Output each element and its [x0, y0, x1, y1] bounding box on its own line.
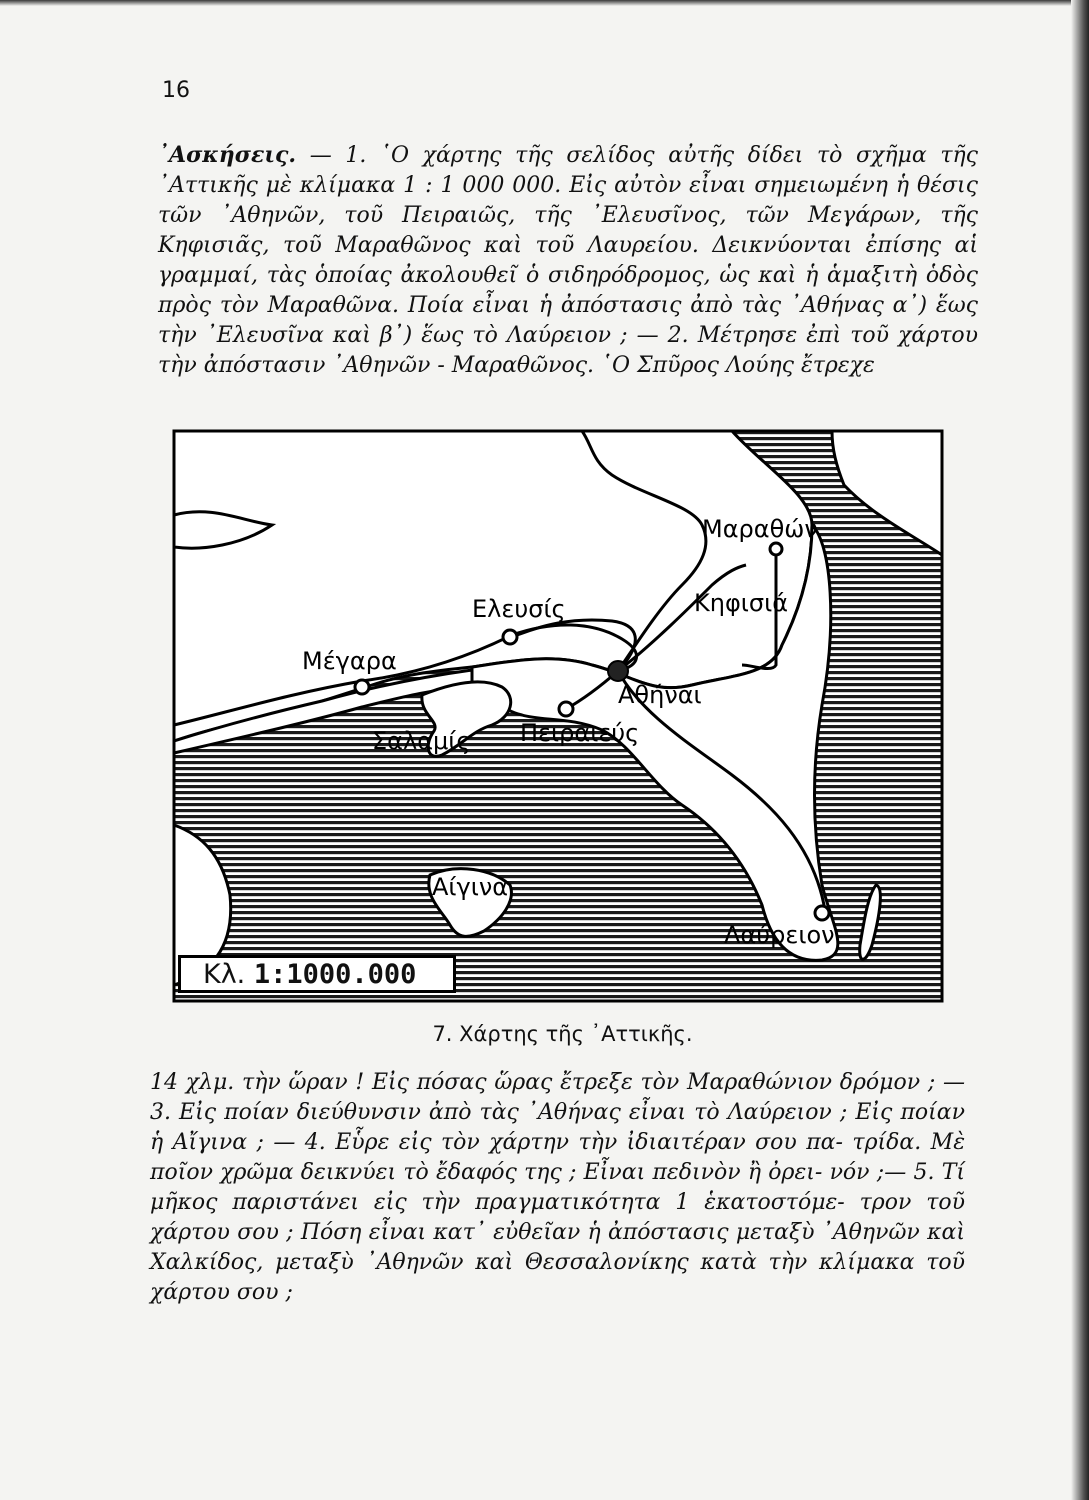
lavrio-marker [815, 906, 829, 920]
exercises-paragraph-bottom [150, 1068, 965, 1308]
exercises-bottom-line-8: κλίμακα τοῦ χάρτου σου ; [150, 1250, 966, 1305]
page-top-shadow [0, 0, 1089, 6]
label-aegina: Αίγινα [432, 873, 509, 901]
scale-value: 1:1000.000 [253, 959, 417, 990]
marathon-marker [770, 543, 782, 555]
map-scale-box [178, 955, 456, 993]
exercises-bottom-line-5: νόν ;— 5. Τί μῆκος παριστάνει εἰς τὴν πραγματικότητα 1 ἑκατοστόμε- [150, 1160, 965, 1215]
label-athens: Αθήναι [618, 681, 702, 709]
exercises-bottom-line-1: 14 χλμ. τὴν ὥραν ! Εἰς πόσας ὥρας ἔτρεξε τὸν Μαραθώνιον δρόμον ; [150, 1070, 936, 1095]
piraeus-marker [559, 702, 573, 716]
exercises-bottom-line-3: ποίαν ἡ Αἴγινα ; — 4. Εὗρε εἰς τὸν χάρτην τὴν ἰδιαιτέραν σου πα- [150, 1100, 966, 1155]
exercises-heading: ᾿Ασκήσεις. [158, 142, 297, 168]
label-lavrio: Λαύρειον [724, 921, 835, 949]
athens-city-mark [608, 661, 628, 681]
eleusis-marker [503, 630, 517, 644]
figure-caption: 7. Χάρτης τῆς ᾿Αττικῆς. [432, 1022, 693, 1046]
attica-map-drawing [172, 425, 944, 1005]
exercises-line-7: α᾽) ἕως τὴν ᾿Ελευσῖνα καὶ β᾽) ἕως τὸ Λαύρειον ; — 2. Μέτρησε ἐπὶ τοῦ [158, 293, 979, 348]
label-marathon: Μαραθών [702, 515, 818, 543]
label-salamis: Σαλαμίς [372, 727, 471, 755]
label-piraeus: Πειραιεύς [520, 719, 640, 747]
exercises-bottom-line-2: — 3. Εἰς ποίαν διεύθυνσιν ἀπὸ τὰς ᾿Αθήνας εἶναι τὸ Λαύρειον ; Εἰς [150, 1070, 965, 1125]
exercises-bottom-line-6: τρον τοῦ χάρτου σου ; Πόση εἶναι κατ᾽ εὐθεῖαν ἡ ἀπόστασις μεταξὺ [150, 1190, 965, 1245]
label-megara: Μέγαρα [302, 647, 397, 675]
scale-prefix: Κλ. [203, 959, 246, 990]
exercises-line-3: θέσις τῶν ᾿Αθηνῶν, τοῦ Πειραιῶς, τῆς ᾿Ελευσῖνος, τῶν Μεγάρων, τῆς [158, 173, 978, 228]
exercises-line-5: γραμμαί, τὰς ὁποίας ἀκολουθεῖ ὁ σιδηρόδρομος, ὡς καὶ ἡ ἁμαξιτὴ [158, 263, 918, 288]
exercises-bottom-line-4: τρίδα. Μὲ ποῖον χρῶμα δεικνύει τὸ ἔδαφός της ; Εἶναι πεδινὸν ἢ ὀρει- [150, 1130, 966, 1185]
label-kifisia: Κηφισιά [694, 589, 789, 617]
exercises-line-4: Κηφισιᾶς, τοῦ Μαραθῶνος καὶ τοῦ Λαυρείου. Δεικνύονται ἐπίσης αἱ [158, 233, 978, 258]
page-binding-edge [1071, 0, 1089, 1500]
label-eleusis: Ελευσίς [472, 595, 566, 623]
attica-map [172, 425, 944, 1005]
exercises-line-2: ᾿Αττικῆς μὲ κλίμακα 1 : 1 000 000. Εἰς αὐτὸν εἶναι σημειωμένη ἡ [158, 173, 910, 198]
exercises-line-8: χάρτου τὴν ἀπόστασιν ᾿Αθηνῶν - Μαραθῶνος. ῾Ο Σπῦρος Λούης ἔτρεχε [158, 323, 978, 378]
page-number: 16 [162, 78, 190, 103]
exercises-line-6: ὁδὸς πρὸς τὸν Μαραθῶνα. Ποία εἶναι ἡ ἀπόστασις ἀπὸ τὰς ᾿Αθήνας [158, 263, 978, 318]
exercises-line-1: — 1. ῾Ο χάρτης τῆς σελίδος αὐτῆς δίδει τὸ σχῆμα τῆς [296, 143, 978, 168]
exercises-bottom-line-7: ᾿Αθηνῶν καὶ Χαλκίδος, μεταξὺ ᾿Αθηνῶν καὶ Θεσσαλονίκης κατὰ τὴν [150, 1220, 966, 1275]
exercises-paragraph-top [158, 140, 978, 381]
megara-marker [355, 680, 369, 694]
